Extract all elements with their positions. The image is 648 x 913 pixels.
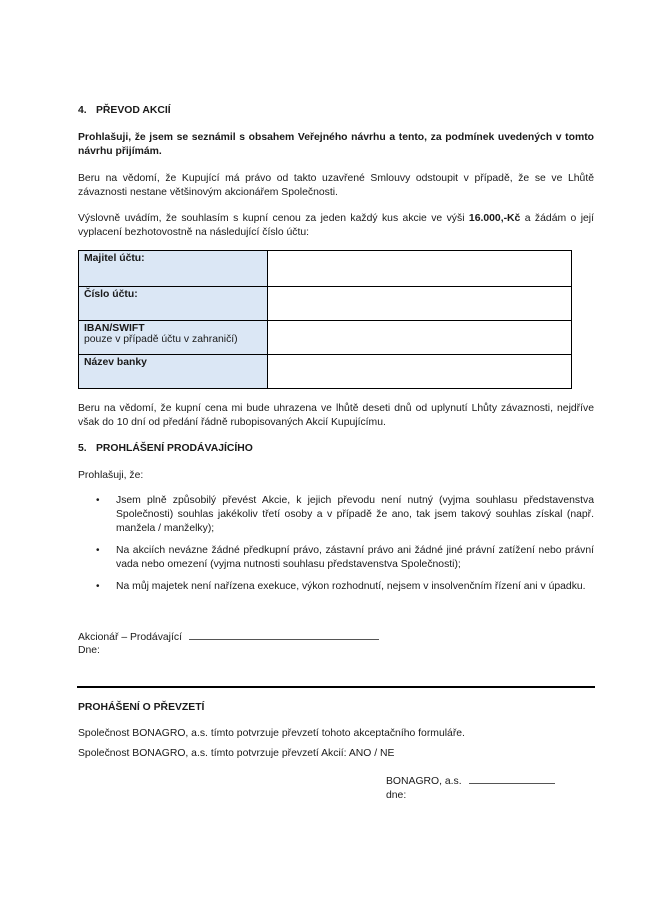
company-signature-label: BONAGRO, a.s. — [386, 776, 462, 787]
takeover-heading: PROHÁŠENÍ O PŘEVZETÍ — [78, 702, 205, 713]
declaration-text: Na můj majetek není nařízena exekuce, výkon rozhodnutí, nejsem v insolvenčním řízení ani v úpadku. — [116, 581, 586, 592]
seller-declarations-list — [94, 494, 594, 602]
price-consent — [78, 212, 594, 239]
bank-name-field[interactable] — [268, 355, 572, 389]
owner-field[interactable] — [268, 251, 572, 287]
section-4-title: PŘEVOD AKCIÍ — [96, 105, 171, 116]
company-date-label: dne: — [386, 790, 407, 801]
seller-date-label: Dne: — [78, 645, 100, 656]
price-consent-text-1: Výslovně uvádím, že souhlasím s kupní cenou za jeden každý kus akcie ve výši — [78, 213, 469, 224]
bank-name-label: Název banky — [79, 355, 268, 389]
withdrawal-acknowledgement: Beru na vědomí, že Kupující má právo od takto uzavřené Smlouvy odstoupit v případě, že se ve Lhůtě závaznosti nestane většinovým akcionářem Společnosti. — [78, 173, 594, 198]
company-signature-row — [386, 774, 555, 787]
bullet-icon: • — [96, 495, 100, 506]
list-item — [94, 544, 594, 572]
seller-intro: Prohlašuji, že: — [78, 470, 144, 481]
seller-signature-line[interactable] — [189, 630, 379, 640]
account-number-field[interactable] — [268, 287, 572, 321]
iban-field[interactable] — [268, 321, 572, 355]
table-row-iban — [79, 321, 572, 355]
declaration-text: Jsem plně způsobilý převést Akcie, k jejich převodu není nutný (vyjma souhlasu představenstva Společnosti) souhlas jakékoliv třetí osoby a v případě že ano, tak jsem takový souhlas získal (např. manžela / manželky); — [116, 495, 594, 534]
company-signature-line[interactable] — [469, 774, 555, 784]
takeover-shares-confirmation: Společnost BONAGRO, a.s. tímto potvrzuje převzetí Akcií: ANO / NE — [78, 748, 395, 759]
section-4-number: 4. — [78, 105, 87, 116]
bullet-icon: • — [96, 581, 100, 592]
table-row-owner — [79, 251, 572, 287]
acceptance-declaration: Prohlašuji, že jsem se seznámil s obsahem Veřejného návrhu a tento, za podmínek uvedených v tomto návrhu přijímám. — [78, 132, 594, 157]
section-4-heading — [78, 105, 171, 116]
iban-label-cell — [79, 321, 268, 355]
iban-note: pouze v případě účtu v zahraničí) — [84, 334, 238, 345]
list-item — [94, 580, 594, 594]
seller-signature-label: Akcionář – Prodávající — [78, 632, 182, 643]
list-item — [94, 494, 594, 536]
section-5-number: 5. — [78, 443, 87, 454]
takeover-form-confirmation: Společnost BONAGRO, a.s. tímto potvrzuje převzetí tohoto akceptačního formuláře. — [78, 728, 465, 739]
price-amount: 16.000,-Kč — [468, 213, 521, 224]
declaration-text: Na akciích nevázne žádné předkupní právo, zástavní právo ani žádné jiné právní zatížení nebo právní vada nebo omezení (vyjma nutnosti souhlasu představenstva Společnosti); — [116, 545, 594, 570]
seller-signature-row — [78, 630, 379, 643]
section-5-heading — [78, 443, 253, 454]
payment-term-note: Beru na vědomí, že kupní cena mi bude uhrazena ve lhůtě deseti dnů od uplynutí Lhůty závaznosti, nejdříve však do 10 dní od předání řádně rubopisovaných Akcií Kupujícímu. — [78, 403, 594, 428]
section-5-title: PROHLÁŠENÍ PRODÁVAJÍCÍHO — [96, 443, 253, 454]
table-row-account — [79, 287, 572, 321]
price-consent-text-2: a žádám o její vyplacení bezhotovostně na následující číslo účtu: — [78, 213, 594, 238]
account-number-label: Číslo účtu: — [79, 287, 268, 321]
owner-label: Majitel účtu: — [79, 251, 268, 287]
section-divider — [77, 686, 595, 688]
bank-account-table — [78, 250, 572, 389]
bullet-icon: • — [96, 545, 100, 556]
iban-label: IBAN/SWIFT — [84, 323, 145, 334]
table-row-bank — [79, 355, 572, 389]
